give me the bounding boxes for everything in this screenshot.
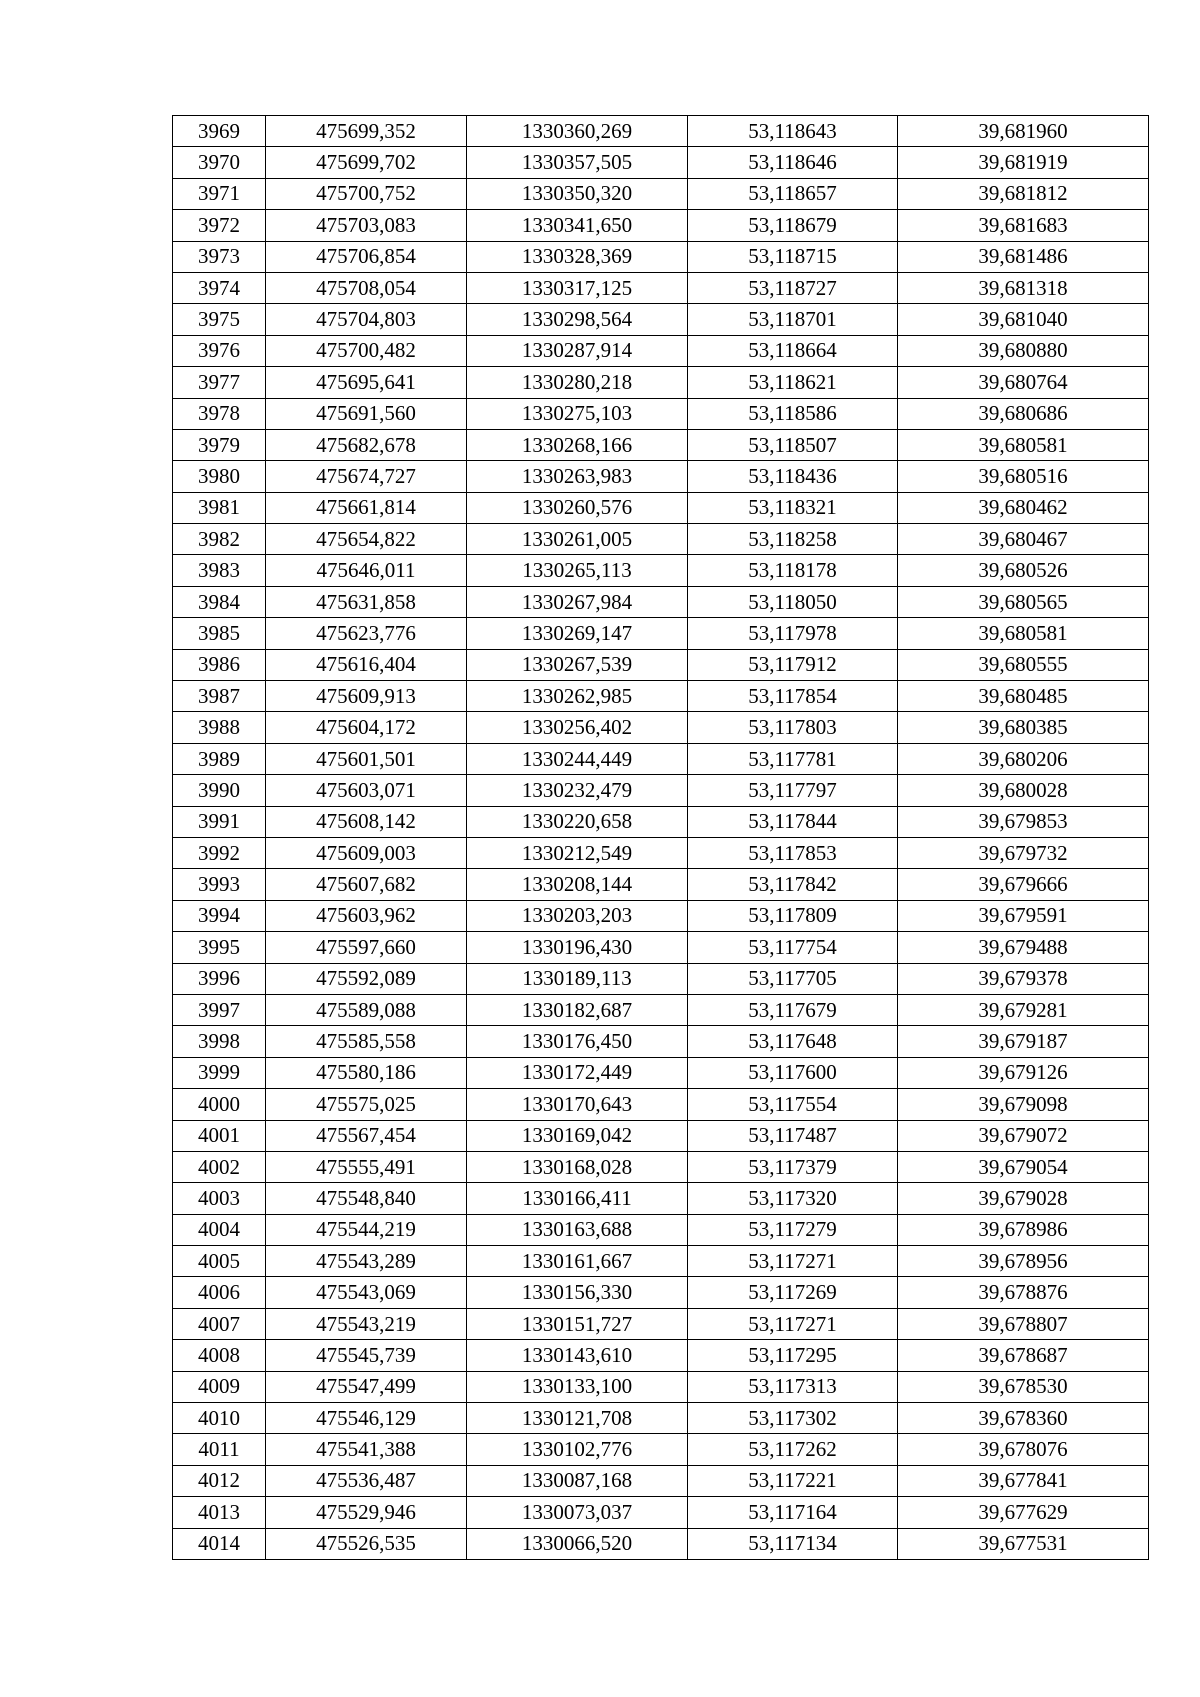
point-number-cell: 4008 <box>173 1340 266 1371</box>
point-number-cell: 3993 <box>173 869 266 900</box>
x-coordinate-cell: 475592,089 <box>266 963 467 994</box>
x-coordinate-cell: 475555,491 <box>266 1151 467 1182</box>
longitude-cell: 39,680206 <box>898 743 1149 774</box>
point-number-cell: 3991 <box>173 806 266 837</box>
longitude-cell: 39,680516 <box>898 461 1149 492</box>
x-coordinate-cell: 475674,727 <box>266 461 467 492</box>
point-number-cell: 4009 <box>173 1371 266 1402</box>
point-number-cell: 3970 <box>173 147 266 178</box>
longitude-cell: 39,678687 <box>898 1340 1149 1371</box>
longitude-cell: 39,680686 <box>898 398 1149 429</box>
longitude-cell: 39,681919 <box>898 147 1149 178</box>
x-coordinate-cell: 475544,219 <box>266 1214 467 1245</box>
table-row <box>173 241 1149 272</box>
x-coordinate-cell: 475607,682 <box>266 869 467 900</box>
point-number-cell: 3997 <box>173 994 266 1025</box>
latitude-cell: 53,117295 <box>688 1340 898 1371</box>
table-row <box>173 681 1149 712</box>
longitude-cell: 39,678360 <box>898 1403 1149 1434</box>
longitude-cell: 39,679098 <box>898 1089 1149 1120</box>
point-number-cell: 4003 <box>173 1183 266 1214</box>
longitude-cell: 39,679072 <box>898 1120 1149 1151</box>
latitude-cell: 53,118727 <box>688 272 898 303</box>
point-number-cell: 3987 <box>173 681 266 712</box>
x-coordinate-cell: 475589,088 <box>266 994 467 1025</box>
longitude-cell: 39,680485 <box>898 681 1149 712</box>
y-coordinate-cell: 1330261,005 <box>467 524 688 555</box>
longitude-cell: 39,677629 <box>898 1497 1149 1528</box>
latitude-cell: 53,118586 <box>688 398 898 429</box>
table-row <box>173 1434 1149 1465</box>
longitude-cell: 39,679591 <box>898 900 1149 931</box>
point-number-cell: 3978 <box>173 398 266 429</box>
table-row <box>173 492 1149 523</box>
point-number-cell: 3971 <box>173 178 266 209</box>
point-number-cell: 3999 <box>173 1057 266 1088</box>
point-number-cell: 4014 <box>173 1528 266 1559</box>
longitude-cell: 39,679853 <box>898 806 1149 837</box>
point-number-cell: 3969 <box>173 116 266 147</box>
latitude-cell: 53,117302 <box>688 1403 898 1434</box>
x-coordinate-cell: 475546,129 <box>266 1403 467 1434</box>
table-row <box>173 932 1149 963</box>
latitude-cell: 53,118643 <box>688 116 898 147</box>
table-row <box>173 1214 1149 1245</box>
y-coordinate-cell: 1330280,218 <box>467 367 688 398</box>
table-row <box>173 618 1149 649</box>
table-row <box>173 147 1149 178</box>
longitude-cell: 39,680462 <box>898 492 1149 523</box>
y-coordinate-cell: 1330172,449 <box>467 1057 688 1088</box>
point-number-cell: 3977 <box>173 367 266 398</box>
longitude-cell: 39,679488 <box>898 932 1149 963</box>
y-coordinate-cell: 1330133,100 <box>467 1371 688 1402</box>
latitude-cell: 53,118679 <box>688 210 898 241</box>
table-row <box>173 1026 1149 1057</box>
point-number-cell: 3976 <box>173 335 266 366</box>
longitude-cell: 39,680385 <box>898 712 1149 743</box>
point-number-cell: 3989 <box>173 743 266 774</box>
y-coordinate-cell: 1330350,320 <box>467 178 688 209</box>
table-row <box>173 272 1149 303</box>
x-coordinate-cell: 475567,454 <box>266 1120 467 1151</box>
x-coordinate-cell: 475699,702 <box>266 147 467 178</box>
point-number-cell: 4000 <box>173 1089 266 1120</box>
y-coordinate-cell: 1330073,037 <box>467 1497 688 1528</box>
x-coordinate-cell: 475548,840 <box>266 1183 467 1214</box>
latitude-cell: 53,117271 <box>688 1246 898 1277</box>
point-number-cell: 3980 <box>173 461 266 492</box>
latitude-cell: 53,117379 <box>688 1151 898 1182</box>
latitude-cell: 53,117554 <box>688 1089 898 1120</box>
point-number-cell: 4006 <box>173 1277 266 1308</box>
latitude-cell: 53,117844 <box>688 806 898 837</box>
table-row <box>173 555 1149 586</box>
y-coordinate-cell: 1330121,708 <box>467 1403 688 1434</box>
x-coordinate-cell: 475543,219 <box>266 1308 467 1339</box>
latitude-cell: 53,117279 <box>688 1214 898 1245</box>
x-coordinate-cell: 475631,858 <box>266 586 467 617</box>
y-coordinate-cell: 1330166,411 <box>467 1183 688 1214</box>
longitude-cell: 39,680581 <box>898 429 1149 460</box>
x-coordinate-cell: 475706,854 <box>266 241 467 272</box>
longitude-cell: 39,678956 <box>898 1246 1149 1277</box>
latitude-cell: 53,117781 <box>688 743 898 774</box>
latitude-cell: 53,118664 <box>688 335 898 366</box>
longitude-cell: 39,681318 <box>898 272 1149 303</box>
y-coordinate-cell: 1330298,564 <box>467 304 688 335</box>
latitude-cell: 53,117221 <box>688 1465 898 1496</box>
longitude-cell: 39,680880 <box>898 335 1149 366</box>
x-coordinate-cell: 475543,289 <box>266 1246 467 1277</box>
latitude-cell: 53,117600 <box>688 1057 898 1088</box>
longitude-cell: 39,678876 <box>898 1277 1149 1308</box>
table-row <box>173 429 1149 460</box>
x-coordinate-cell: 475585,558 <box>266 1026 467 1057</box>
point-number-cell: 3986 <box>173 649 266 680</box>
coordinates-table-body <box>173 116 1149 1560</box>
y-coordinate-cell: 1330203,203 <box>467 900 688 931</box>
table-row <box>173 524 1149 555</box>
longitude-cell: 39,680526 <box>898 555 1149 586</box>
longitude-cell: 39,681683 <box>898 210 1149 241</box>
x-coordinate-cell: 475700,752 <box>266 178 467 209</box>
x-coordinate-cell: 475682,678 <box>266 429 467 460</box>
y-coordinate-cell: 1330168,028 <box>467 1151 688 1182</box>
point-number-cell: 4011 <box>173 1434 266 1465</box>
y-coordinate-cell: 1330262,985 <box>467 681 688 712</box>
y-coordinate-cell: 1330260,576 <box>467 492 688 523</box>
table-row <box>173 963 1149 994</box>
latitude-cell: 53,117803 <box>688 712 898 743</box>
y-coordinate-cell: 1330357,505 <box>467 147 688 178</box>
x-coordinate-cell: 475708,054 <box>266 272 467 303</box>
longitude-cell: 39,681486 <box>898 241 1149 272</box>
point-number-cell: 3992 <box>173 837 266 868</box>
x-coordinate-cell: 475541,388 <box>266 1434 467 1465</box>
x-coordinate-cell: 475609,913 <box>266 681 467 712</box>
point-number-cell: 3981 <box>173 492 266 523</box>
latitude-cell: 53,117912 <box>688 649 898 680</box>
point-number-cell: 4005 <box>173 1246 266 1277</box>
longitude-cell: 39,679028 <box>898 1183 1149 1214</box>
x-coordinate-cell: 475623,776 <box>266 618 467 649</box>
x-coordinate-cell: 475603,071 <box>266 775 467 806</box>
x-coordinate-cell: 475609,003 <box>266 837 467 868</box>
latitude-cell: 53,118621 <box>688 367 898 398</box>
table-row <box>173 869 1149 900</box>
x-coordinate-cell: 475654,822 <box>266 524 467 555</box>
longitude-cell: 39,678807 <box>898 1308 1149 1339</box>
point-number-cell: 3998 <box>173 1026 266 1057</box>
latitude-cell: 53,117320 <box>688 1183 898 1214</box>
y-coordinate-cell: 1330267,984 <box>467 586 688 617</box>
latitude-cell: 53,118715 <box>688 241 898 272</box>
y-coordinate-cell: 1330360,269 <box>467 116 688 147</box>
latitude-cell: 53,117809 <box>688 900 898 931</box>
y-coordinate-cell: 1330182,687 <box>467 994 688 1025</box>
longitude-cell: 39,677841 <box>898 1465 1149 1496</box>
table-row <box>173 1371 1149 1402</box>
longitude-cell: 39,680565 <box>898 586 1149 617</box>
y-coordinate-cell: 1330143,610 <box>467 1340 688 1371</box>
y-coordinate-cell: 1330268,166 <box>467 429 688 460</box>
table-row <box>173 1340 1149 1371</box>
table-row <box>173 1277 1149 1308</box>
table-row <box>173 1151 1149 1182</box>
y-coordinate-cell: 1330161,667 <box>467 1246 688 1277</box>
point-number-cell: 4007 <box>173 1308 266 1339</box>
point-number-cell: 4002 <box>173 1151 266 1182</box>
x-coordinate-cell: 475526,535 <box>266 1528 467 1559</box>
table-row <box>173 1183 1149 1214</box>
point-number-cell: 3975 <box>173 304 266 335</box>
x-coordinate-cell: 475601,501 <box>266 743 467 774</box>
table-row <box>173 116 1149 147</box>
y-coordinate-cell: 1330087,168 <box>467 1465 688 1496</box>
y-coordinate-cell: 1330317,125 <box>467 272 688 303</box>
y-coordinate-cell: 1330341,650 <box>467 210 688 241</box>
point-number-cell: 3996 <box>173 963 266 994</box>
longitude-cell: 39,678986 <box>898 1214 1149 1245</box>
y-coordinate-cell: 1330328,369 <box>467 241 688 272</box>
x-coordinate-cell: 475529,946 <box>266 1497 467 1528</box>
table-row <box>173 367 1149 398</box>
latitude-cell: 53,117679 <box>688 994 898 1025</box>
table-row <box>173 743 1149 774</box>
y-coordinate-cell: 1330102,776 <box>467 1434 688 1465</box>
latitude-cell: 53,118178 <box>688 555 898 586</box>
x-coordinate-cell: 475597,660 <box>266 932 467 963</box>
y-coordinate-cell: 1330263,983 <box>467 461 688 492</box>
x-coordinate-cell: 475543,069 <box>266 1277 467 1308</box>
x-coordinate-cell: 475703,083 <box>266 210 467 241</box>
point-number-cell: 3995 <box>173 932 266 963</box>
x-coordinate-cell: 475545,739 <box>266 1340 467 1371</box>
latitude-cell: 53,117262 <box>688 1434 898 1465</box>
table-row <box>173 1057 1149 1088</box>
table-row <box>173 1497 1149 1528</box>
latitude-cell: 53,118436 <box>688 461 898 492</box>
x-coordinate-cell: 475616,404 <box>266 649 467 680</box>
longitude-cell: 39,679281 <box>898 994 1149 1025</box>
y-coordinate-cell: 1330265,113 <box>467 555 688 586</box>
latitude-cell: 53,118507 <box>688 429 898 460</box>
y-coordinate-cell: 1330170,643 <box>467 1089 688 1120</box>
longitude-cell: 39,681812 <box>898 178 1149 209</box>
table-row <box>173 775 1149 806</box>
point-number-cell: 3982 <box>173 524 266 555</box>
y-coordinate-cell: 1330287,914 <box>467 335 688 366</box>
latitude-cell: 53,117854 <box>688 681 898 712</box>
table-row <box>173 1089 1149 1120</box>
y-coordinate-cell: 1330212,549 <box>467 837 688 868</box>
table-row <box>173 712 1149 743</box>
point-number-cell: 3974 <box>173 272 266 303</box>
latitude-cell: 53,118646 <box>688 147 898 178</box>
longitude-cell: 39,679378 <box>898 963 1149 994</box>
latitude-cell: 53,117271 <box>688 1308 898 1339</box>
coordinates-table <box>172 115 1149 1560</box>
table-row <box>173 1403 1149 1434</box>
table-row <box>173 461 1149 492</box>
longitude-cell: 39,681040 <box>898 304 1149 335</box>
y-coordinate-cell: 1330189,113 <box>467 963 688 994</box>
table-row <box>173 178 1149 209</box>
x-coordinate-cell: 475575,025 <box>266 1089 467 1120</box>
point-number-cell: 3985 <box>173 618 266 649</box>
point-number-cell: 3984 <box>173 586 266 617</box>
longitude-cell: 39,680028 <box>898 775 1149 806</box>
latitude-cell: 53,117648 <box>688 1026 898 1057</box>
table-row <box>173 335 1149 366</box>
latitude-cell: 53,117754 <box>688 932 898 963</box>
longitude-cell: 39,680467 <box>898 524 1149 555</box>
point-number-cell: 3973 <box>173 241 266 272</box>
point-number-cell: 4004 <box>173 1214 266 1245</box>
latitude-cell: 53,118321 <box>688 492 898 523</box>
table-row <box>173 1528 1149 1559</box>
x-coordinate-cell: 475699,352 <box>266 116 467 147</box>
x-coordinate-cell: 475536,487 <box>266 1465 467 1496</box>
y-coordinate-cell: 1330151,727 <box>467 1308 688 1339</box>
latitude-cell: 53,117978 <box>688 618 898 649</box>
table-row <box>173 900 1149 931</box>
table-row <box>173 1246 1149 1277</box>
point-number-cell: 3972 <box>173 210 266 241</box>
table-row <box>173 806 1149 837</box>
latitude-cell: 53,117853 <box>688 837 898 868</box>
y-coordinate-cell: 1330208,144 <box>467 869 688 900</box>
longitude-cell: 39,678076 <box>898 1434 1149 1465</box>
table-row <box>173 994 1149 1025</box>
point-number-cell: 4001 <box>173 1120 266 1151</box>
x-coordinate-cell: 475700,482 <box>266 335 467 366</box>
table-row <box>173 586 1149 617</box>
latitude-cell: 53,118258 <box>688 524 898 555</box>
table-row <box>173 1308 1149 1339</box>
longitude-cell: 39,679054 <box>898 1151 1149 1182</box>
point-number-cell: 4013 <box>173 1497 266 1528</box>
y-coordinate-cell: 1330244,449 <box>467 743 688 774</box>
y-coordinate-cell: 1330156,330 <box>467 1277 688 1308</box>
latitude-cell: 53,118657 <box>688 178 898 209</box>
longitude-cell: 39,678530 <box>898 1371 1149 1402</box>
x-coordinate-cell: 475604,172 <box>266 712 467 743</box>
point-number-cell: 4010 <box>173 1403 266 1434</box>
latitude-cell: 53,118701 <box>688 304 898 335</box>
latitude-cell: 53,117842 <box>688 869 898 900</box>
y-coordinate-cell: 1330066,520 <box>467 1528 688 1559</box>
point-number-cell: 3994 <box>173 900 266 931</box>
longitude-cell: 39,677531 <box>898 1528 1149 1559</box>
longitude-cell: 39,679666 <box>898 869 1149 900</box>
y-coordinate-cell: 1330256,402 <box>467 712 688 743</box>
x-coordinate-cell: 475691,560 <box>266 398 467 429</box>
point-number-cell: 3979 <box>173 429 266 460</box>
x-coordinate-cell: 475608,142 <box>266 806 467 837</box>
table-row <box>173 649 1149 680</box>
y-coordinate-cell: 1330267,539 <box>467 649 688 680</box>
x-coordinate-cell: 475646,011 <box>266 555 467 586</box>
point-number-cell: 3990 <box>173 775 266 806</box>
table-row <box>173 1465 1149 1496</box>
longitude-cell: 39,681960 <box>898 116 1149 147</box>
longitude-cell: 39,679732 <box>898 837 1149 868</box>
latitude-cell: 53,117487 <box>688 1120 898 1151</box>
y-coordinate-cell: 1330163,688 <box>467 1214 688 1245</box>
x-coordinate-cell: 475661,814 <box>266 492 467 523</box>
point-number-cell: 4012 <box>173 1465 266 1496</box>
longitude-cell: 39,679187 <box>898 1026 1149 1057</box>
table-row <box>173 837 1149 868</box>
latitude-cell: 53,117269 <box>688 1277 898 1308</box>
table-row <box>173 210 1149 241</box>
x-coordinate-cell: 475603,962 <box>266 900 467 931</box>
longitude-cell: 39,679126 <box>898 1057 1149 1088</box>
y-coordinate-cell: 1330275,103 <box>467 398 688 429</box>
longitude-cell: 39,680555 <box>898 649 1149 680</box>
table-row <box>173 398 1149 429</box>
y-coordinate-cell: 1330169,042 <box>467 1120 688 1151</box>
latitude-cell: 53,117797 <box>688 775 898 806</box>
point-number-cell: 3988 <box>173 712 266 743</box>
latitude-cell: 53,118050 <box>688 586 898 617</box>
y-coordinate-cell: 1330232,479 <box>467 775 688 806</box>
y-coordinate-cell: 1330220,658 <box>467 806 688 837</box>
x-coordinate-cell: 475580,186 <box>266 1057 467 1088</box>
longitude-cell: 39,680764 <box>898 367 1149 398</box>
x-coordinate-cell: 475704,803 <box>266 304 467 335</box>
table-row <box>173 1120 1149 1151</box>
x-coordinate-cell: 475547,499 <box>266 1371 467 1402</box>
latitude-cell: 53,117313 <box>688 1371 898 1402</box>
y-coordinate-cell: 1330269,147 <box>467 618 688 649</box>
point-number-cell: 3983 <box>173 555 266 586</box>
table-row <box>173 304 1149 335</box>
latitude-cell: 53,117164 <box>688 1497 898 1528</box>
latitude-cell: 53,117134 <box>688 1528 898 1559</box>
y-coordinate-cell: 1330176,450 <box>467 1026 688 1057</box>
y-coordinate-cell: 1330196,430 <box>467 932 688 963</box>
latitude-cell: 53,117705 <box>688 963 898 994</box>
x-coordinate-cell: 475695,641 <box>266 367 467 398</box>
longitude-cell: 39,680581 <box>898 618 1149 649</box>
